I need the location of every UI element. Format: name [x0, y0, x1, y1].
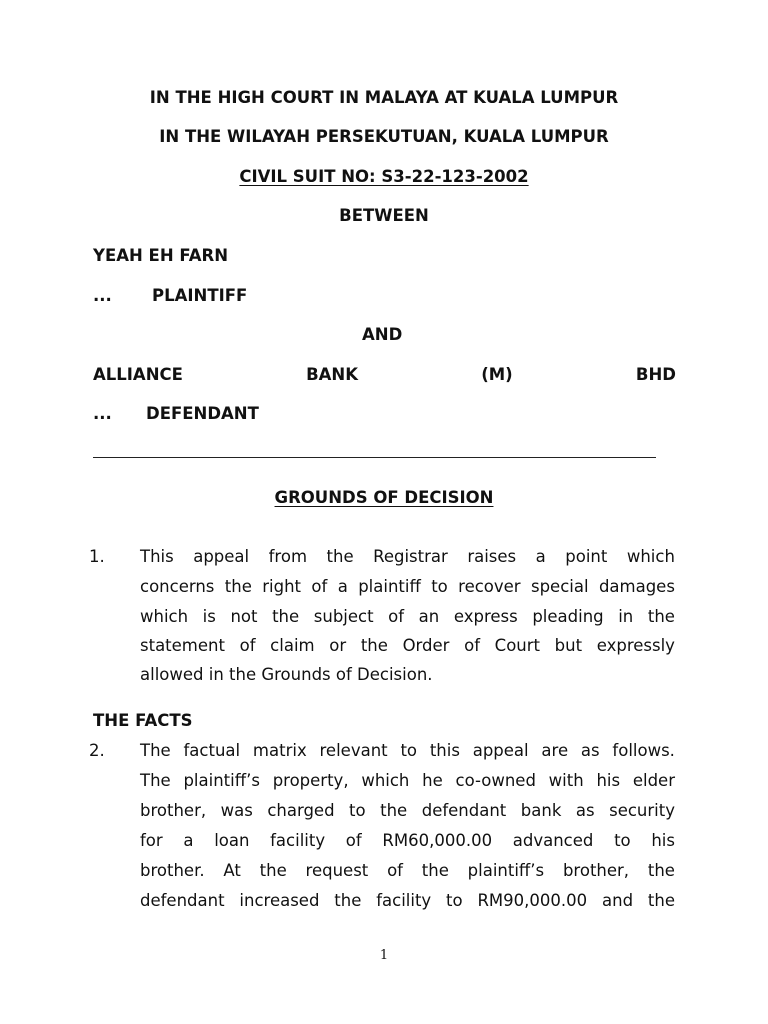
- paragraph-2-number: 2.: [89, 741, 105, 760]
- court-title-line-2: IN THE WILAYAH PERSEKUTUAN, KUALA LUMPUR: [159, 127, 609, 146]
- paragraph-line: which is not the subject of an express pleading in the: [140, 607, 675, 626]
- defendant-name: [93, 365, 676, 385]
- plaintiff-role: PLAINTIFF: [152, 286, 248, 305]
- paragraph-line: concerns the right of a plaintiff to recover special damages: [140, 577, 675, 596]
- plaintiff-name: YEAH EH FARN: [93, 246, 229, 265]
- facts-heading: THE FACTS: [93, 711, 193, 730]
- court-title-line-1: IN THE HIGH COURT IN MALAYA AT KUALA LUMPUR: [149, 88, 619, 107]
- horizontal-rule: [93, 457, 656, 458]
- paragraph-line: defendant increased the facility to RM90,000.00 and the: [140, 891, 675, 910]
- paragraph-1-number: 1.: [89, 547, 105, 566]
- paragraph-line: allowed in the Grounds of Decision.: [140, 665, 433, 684]
- grounds-title: [0, 488, 768, 508]
- paragraph-line: for a loan facility of RM60,000.00 advanced to his: [140, 831, 675, 850]
- paragraph-line: statement of claim or the Order of Court but expressly: [140, 636, 675, 655]
- between-label: BETWEEN: [339, 206, 429, 225]
- defendant-word: BANK: [306, 365, 359, 384]
- defendant-word: ALLIANCE: [93, 365, 183, 384]
- suit-number-text: CIVIL SUIT NO: S3-22-123-2002: [239, 167, 529, 186]
- page-number: 1: [379, 948, 389, 963]
- and-label: AND: [362, 325, 403, 344]
- paragraph-line: brother, was charged to the defendant bank as security: [140, 801, 675, 820]
- defendant-word: (M): [481, 365, 513, 384]
- plaintiff-dots: ...: [93, 286, 112, 305]
- grounds-title-text: GROUNDS OF DECISION: [274, 488, 494, 507]
- defendant-dots: ...: [93, 404, 112, 423]
- paragraph-line: The plaintiff’s property, which he co-owned with his elder: [140, 771, 675, 790]
- defendant-role: DEFENDANT: [146, 404, 259, 423]
- suit-number: [0, 167, 768, 187]
- paragraph-line: brother. At the request of the plaintiff’s brother, the: [140, 861, 675, 880]
- defendant-word: BHD: [635, 365, 676, 384]
- paragraph-line: The factual matrix relevant to this appeal are as follows.: [140, 741, 675, 760]
- paragraph-line: This appeal from the Registrar raises a point which: [140, 547, 675, 566]
